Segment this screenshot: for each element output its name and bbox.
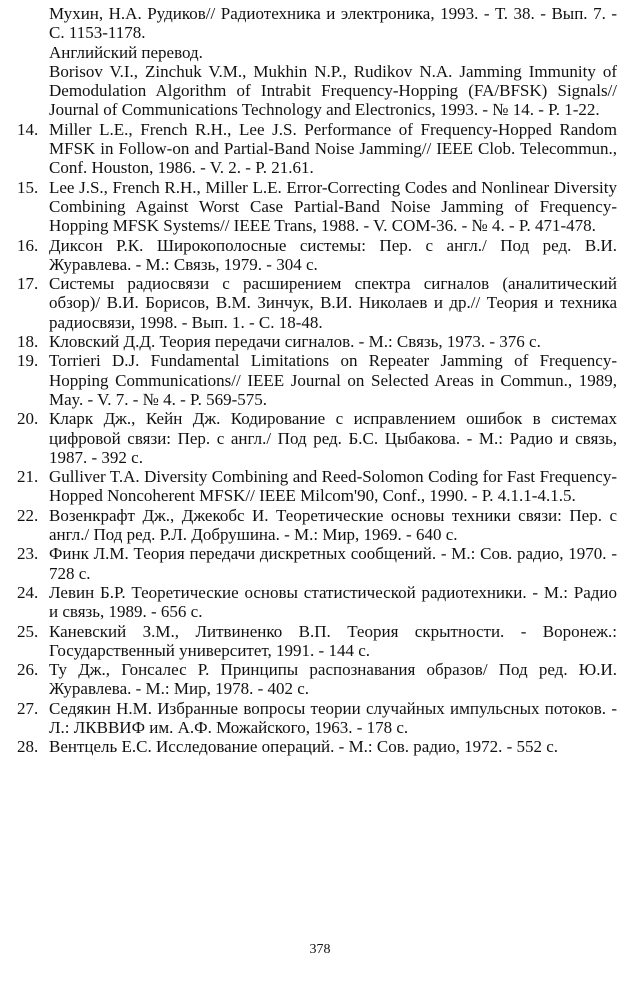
reference-text: Кловский Д.Д. Теория передачи сигналов. - М.: Связь, 1973. - 376 с. (49, 332, 541, 352)
reference-text: Lee J.S., French R.H., Miller L.E. Error-Correcting Codes and Nonlinear Diversity Combining Against Worst Case Partial-Band Noise Jamming of Frequency-Hopping MFSK Systems// IEEE Trans, 1988. - V. COM-36. - № 4. - P. 471-478. (49, 177, 617, 236)
reference-text: Возенкрафт Дж., Джекобс И. Теоретические основы техники связи: Пер. с англ./ Под ред. Р.Л. Добрушина. - М.: Мир, 1969. - 640 с. (49, 505, 617, 545)
list-item (17, 583, 617, 622)
reference-text: Левин Б.Р. Теоретические основы статистической радиотехники. - М.: Радио и связь, 1989. - 656 с. (49, 582, 617, 622)
list-item (17, 409, 617, 467)
page-number: 378 (309, 942, 331, 957)
reference-number: 16. (17, 235, 39, 255)
reference-text: Седякин Н.М. Избранные вопросы теории случайных импульсных потоков. - Л.: ЛКВВИФ им. А.Ф. Можайского, 1963. - 178 с. (49, 698, 617, 737)
reference-number: 28. (17, 737, 39, 757)
reference-list (17, 4, 617, 757)
list-item (17, 737, 617, 756)
reference-number: 26. (17, 660, 39, 680)
reference-number: 17. (17, 274, 39, 294)
list-item (17, 4, 617, 43)
reference-text: Каневский З.М., Литвиненко В.П. Теория скрытности. - Воронеж.: Государственный университет, 1991. - 144 с. (49, 621, 617, 660)
reference-text: Диксон Р.К. Широкополосные системы: Пер. с англ./ Под ред. В.И. Журавлева. - М.: Связь, 1979. - 304 с. (49, 235, 617, 274)
reference-text: Torrieri D.J. Fundamental Limitations on Repeater Jamming of Frequency-Hopping Communications// IEEE Journal on Selected Areas in Commun., 1989, May. - V. 7. - № 4. - P. 569-575. (49, 351, 617, 409)
list-item (17, 544, 617, 583)
reference-text: Мухин, Н.А. Рудиков// Радиотехника и электроника, 1993. - Т. 38. - Вып. 7. - С. 1153-1178. (49, 4, 617, 43)
reference-text: Кларк Дж., Кейн Дж. Кодирование с исправлением ошибок в системах цифровой связи: Пер. с англ./ Под ред. Б.С. Цыбакова. - М.: Радио и связь, 1987. - 392 с. (49, 409, 617, 467)
list-item (17, 178, 617, 236)
reference-number: 23. (17, 544, 39, 564)
reference-number: 20. (17, 409, 39, 429)
reference-number: 21. (17, 467, 39, 487)
list-item (17, 120, 617, 178)
reference-number: 25. (17, 621, 39, 641)
reference-text: Финк Л.М. Теория передачи дискретных сообщений. - М.: Сов. радио, 1970. - 728 с. (49, 544, 617, 583)
list-item (17, 660, 617, 699)
list-item (17, 332, 617, 351)
list-item (17, 351, 617, 409)
reference-number: 18. (17, 332, 39, 352)
list-item (17, 62, 617, 120)
reference-text: Ту Дж., Гонсалес Р. Принципы распознавания образов/ Под ред. Ю.И. Журавлева. - М.: Мир, 1978. - 402 с. (49, 660, 617, 699)
reference-text: Вентцель Е.С. Исследование операций. - М.: Сов. радио, 1972. - 552 с. (49, 737, 559, 757)
list-item (17, 622, 617, 661)
reference-number: 15. (17, 177, 39, 197)
reference-text: Borisov V.I., Zinchuk V.M., Mukhin N.P., Rudikov N.A. Jamming Immunity of Demodulation Algorithm of Intrabit Frequency-Hopping (FA/BFSK) Signals// Journal of Communications Technology and Electronics, 1993. - № 14. - P. 1-22. (49, 61, 617, 120)
reference-note: Английский перевод. (49, 42, 203, 62)
reference-number: 14. (17, 119, 39, 139)
list-item (17, 43, 617, 62)
list-item (17, 699, 617, 738)
reference-number: 19. (17, 351, 39, 371)
list-item (17, 506, 617, 545)
list-item (17, 236, 617, 275)
reference-number: 22. (17, 505, 39, 525)
list-item (17, 274, 617, 332)
list-item (17, 467, 617, 506)
reference-number: 24. (17, 582, 39, 602)
reference-text: Gulliver T.A. Diversity Combining and Reed-Solomon Coding for Fast Frequency-Hopped Noncoherent MFSK// IEEE Milcom'90, Conf., 1990. - P. 4.1.1-4.1.5. (49, 467, 617, 506)
reference-number: 27. (17, 698, 39, 718)
reference-text: Системы радиосвязи с расширением спектра сигналов (аналитический обзор)/ В.И. Борисов, В.М. Зинчук, В.И. Николаев и др.// Теория и техника радиосвязи, 1998. - Вып. 1. - С. 18-48. (49, 274, 617, 332)
reference-text: Miller L.E., French R.H., Lee J.S. Performance of Frequency-Hopped Random MFSK in Follow-on and Partial-Band Noise Jamming// IEEE Clob. Telecommun., Conf. Houston, 1986. - V. 2. - P. 21.61. (49, 119, 617, 178)
